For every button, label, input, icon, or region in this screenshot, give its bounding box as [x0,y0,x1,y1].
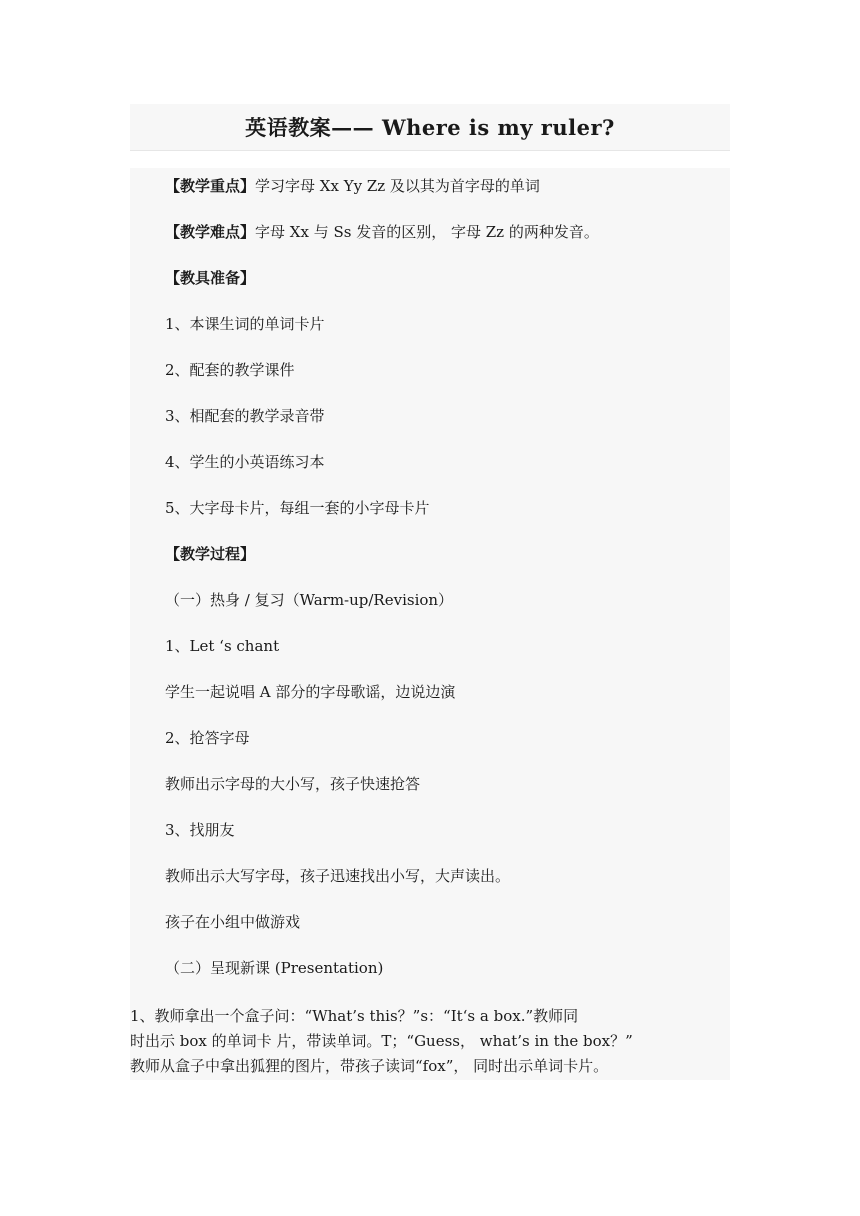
step-line [165,636,279,656]
key-points-line [165,176,540,196]
list-item [165,452,325,472]
process-heading-line [165,544,255,564]
materials-heading-line [165,268,255,288]
section-heading: 【教学难点】 [165,223,256,241]
list-item [165,406,325,426]
section-heading: 【教具准备】 [165,269,256,287]
step-line [165,728,250,748]
line-text: 字母 Xx 与 Ss 发音的区别， 字母 Zz 的两种发音。 [255,223,599,241]
line-text: （一）热身 / 复习（Warm-up/Revision） [165,591,454,609]
subsection-line [165,590,453,610]
line-text: 学习字母 Xx Yy Zz 及以其为首字母的单词 [255,177,540,195]
line-text: 5、大字母卡片，每组一套的小字母卡片 [165,499,430,517]
section-heading: 【教学过程】 [165,545,256,563]
list-item [165,314,325,334]
line-text: 学生一起说唱 A 部分的字母歌谣，边说边演 [165,683,456,701]
line-text: 3、相配套的教学录音带 [165,407,325,425]
document-body [130,168,730,1080]
step-detail-line [165,682,455,702]
subsection-line [165,958,383,978]
difficulties-line [165,222,599,242]
title-bar [130,104,730,151]
step-detail-line [165,774,420,794]
paragraph-line: 时出示 box 的单词卡 片，带读单词。T；“Guess， what’s in the box？” [130,1032,633,1050]
step-detail-line [165,866,510,886]
line-text: 2、抢答字母 [165,729,250,747]
line-text: 1、Let ‘s chant [165,637,280,655]
step-detail-line [165,912,300,932]
line-text: 4、学生的小英语练习本 [165,453,325,471]
paragraph-line: 1、教师拿出一个盒子问：“What’s this？”s：“It‘s a box.”教师同 [130,1007,579,1025]
line-text: 孩子在小组中做游戏 [165,913,301,931]
paragraph-line: 教师从盒子中拿出狐狸的图片，带孩子读词“fox”， 同时出示单词卡片。 [130,1057,609,1075]
line-text: 教师出示大写字母，孩子迅速找出小写，大声读出。 [165,867,511,885]
line-text: 3、找朋友 [165,821,235,839]
line-text: 教师出示字母的大小写，孩子快速抢答 [165,775,421,793]
section-heading: 【教学重点】 [165,177,256,195]
line-text: 1、本课生词的单词卡片 [165,315,325,333]
step-line [165,820,235,840]
line-text: 2、配套的教学课件 [165,361,295,379]
list-item [165,498,430,518]
presentation-paragraph [130,1004,730,1079]
list-item [165,360,295,380]
line-text: （二）呈现新课 (Presentation) [165,959,384,977]
document-title: 英语教案—— Where is my ruler? [245,115,615,140]
